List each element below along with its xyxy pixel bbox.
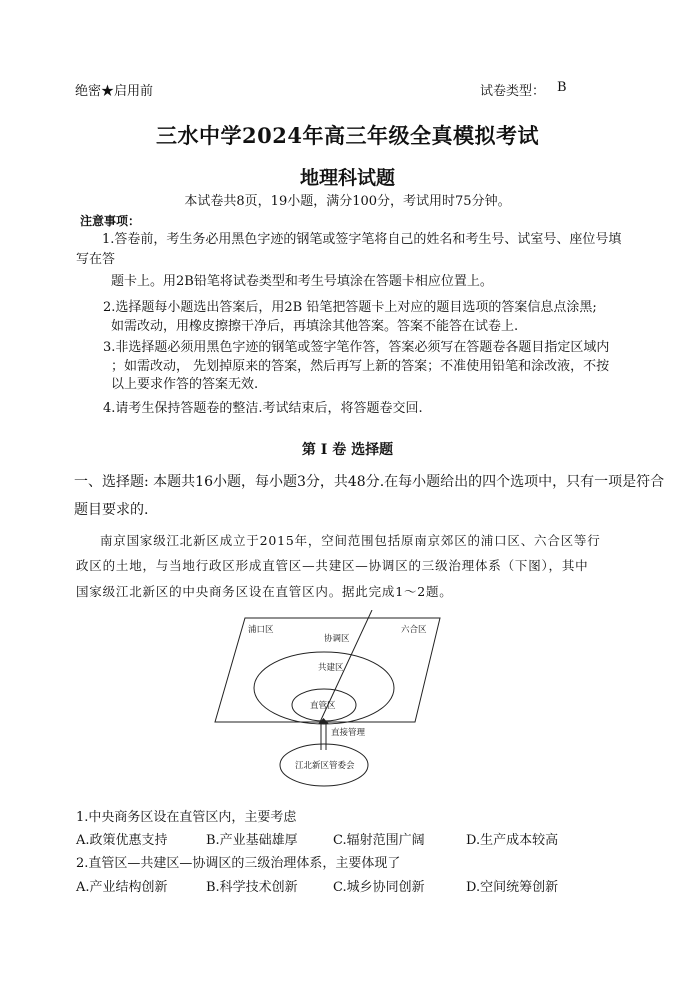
note-line: 以上要求作答的答案无效. — [111, 377, 259, 392]
label-pukou: 浦口区 — [248, 625, 274, 635]
question-option: D.空间统筹创新 — [466, 880, 559, 895]
question-option: B.科学技术创新 — [206, 880, 298, 895]
governance-diagram — [200, 610, 460, 790]
note-line: 写在答 — [76, 252, 116, 267]
question-option: D.生产成本较高 — [466, 833, 559, 848]
label-zhiguan: 直管区 — [310, 701, 336, 711]
note-line: 1.答卷前，考生务必用黑色字迹的钢笔或签字笔将自己的姓名和考生号、试室号、座位号填 — [102, 232, 622, 247]
question-option: C.城乡协同创新 — [333, 880, 425, 895]
material-line: 南京国家级江北新区成立于2015年，空间范围包括原南京郊区的浦口区、六合区等行 — [100, 533, 601, 548]
question-stem: 2.直管区—共建区—协调区的三级治理体系，主要体现了 — [76, 856, 401, 871]
label-liuhe: 六合区 — [401, 625, 427, 635]
material-line: 政区的土地，与当地行政区形成直管区—共建区—协调区的三级治理体系（下图），其中 — [76, 558, 589, 573]
exam-info: 本试卷共8页，19小题，满分100分，考试用时75分钟。 — [184, 194, 511, 209]
section-title: 第 I 卷 选择题 — [301, 442, 394, 458]
note-line: 3.非选择题必须用黑色字迹的钢笔或签字笔作答，答案必须写在答题卷各题目指定区域内 — [103, 340, 610, 355]
question-stem: 1.中央商务区设在直管区内，主要考虑 — [76, 810, 297, 825]
instruction-line: 一、选择题: 本题共16小题，每小题3分，共48分.在每小题给出的四个选项中，只有一项是符合 — [74, 474, 665, 490]
question-option: C.辐射范围广阔 — [333, 833, 425, 848]
label-committee: 江北新区管委会 — [295, 761, 355, 771]
note-line: 如需改动，用橡皮擦擦干净后，再填涂其他答案。答案不能答在试卷上. — [111, 319, 519, 334]
label-xietiao: 协调区 — [324, 634, 350, 644]
question-option: A.政策优惠支持 — [76, 833, 168, 848]
question-option: A.产业结构创新 — [76, 880, 168, 895]
question-option: B.产业基础雄厚 — [206, 833, 298, 848]
exam-type-label: 试卷类型： — [480, 84, 546, 99]
note-line: ；如需改动， 先划掉原来的答案，然后再写上新的答案；不准使用铅笔和涂改液，不按 — [111, 359, 610, 374]
exam-type-value: B — [557, 80, 567, 95]
confidential-label: 绝密★启用前 — [75, 84, 154, 99]
notes-heading: 注意事项： — [80, 214, 141, 228]
note-line: 2.选择题每小题选出答案后，用2B 铅笔把答题卡上对应的题目选项的答案信息点涂黑; — [103, 300, 597, 315]
exam-title: 三水中学2024年高三年级全真模拟考试 — [156, 123, 539, 148]
label-gongjian: 共建区 — [318, 663, 344, 673]
material-line: 国家级江北新区的中央商务区设在直管区内。据此完成1～2题。 — [76, 584, 453, 599]
note-line: 题卡上。用2B铅笔将试卷类型和考生号填涂在答题卡相应位置上。 — [111, 274, 493, 289]
instruction-line: 题目要求的. — [74, 502, 149, 518]
note-line: 4.请考生保持答题卷的整洁.考试结束后，将答题卷交回. — [103, 401, 423, 416]
exam-subtitle: 地理科试题 — [299, 167, 395, 189]
label-direct-management: 直接管理 — [331, 728, 366, 738]
